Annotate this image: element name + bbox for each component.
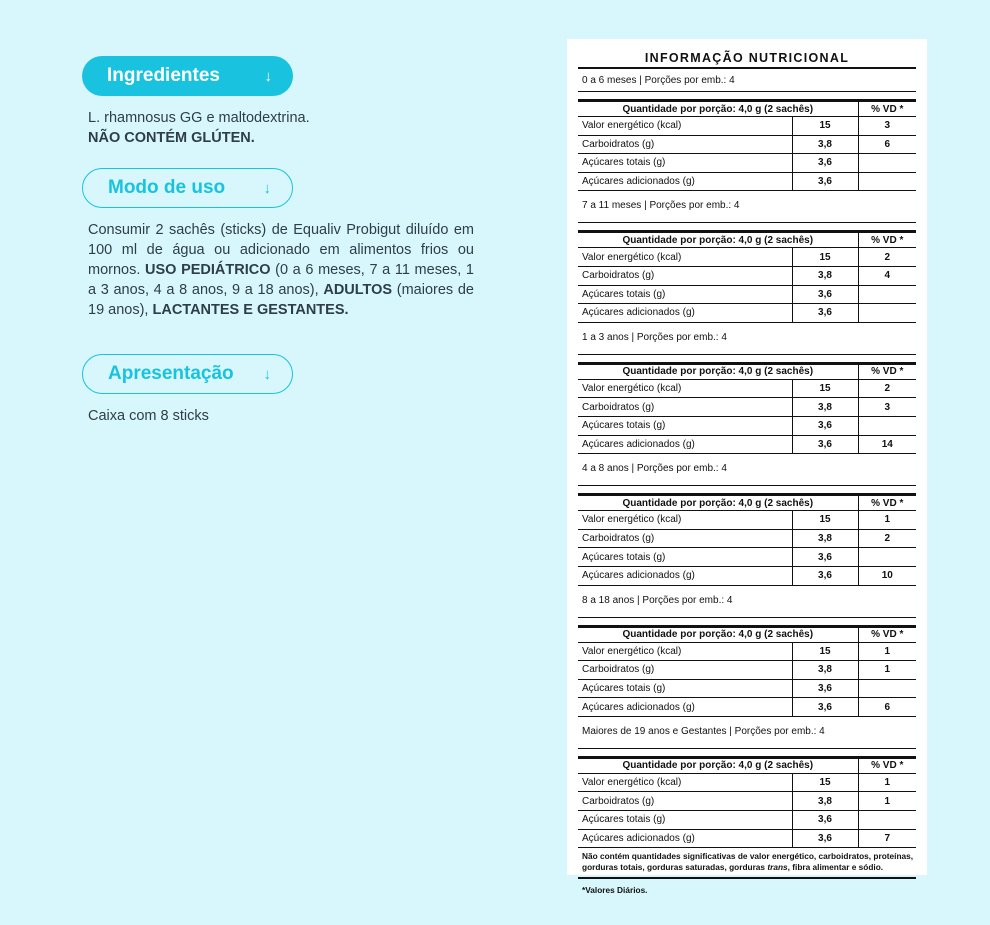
nutrient-value: 3,6 <box>792 811 858 830</box>
table-header-row <box>578 626 916 642</box>
group-heading: 1 a 3 anos | Porções por emb.: 4 <box>578 323 916 355</box>
table-row <box>578 266 916 285</box>
table-header-row <box>578 232 916 248</box>
table-row <box>578 566 916 585</box>
nutrient-value: 15 <box>792 511 858 530</box>
nutrient-value: 3,8 <box>792 266 858 285</box>
table-row <box>578 698 916 717</box>
nutrient-vd <box>858 548 916 567</box>
nutrient-value: 3,6 <box>792 172 858 191</box>
arrow-down-icon: ↓ <box>264 67 272 85</box>
nutrient-label: Açúcares totais (g) <box>578 154 792 173</box>
nutrient-value: 3,8 <box>792 661 858 680</box>
nutrient-vd: 1 <box>858 792 916 811</box>
nutrient-value: 15 <box>792 248 858 267</box>
table-header-row <box>578 363 916 379</box>
footnote-trans: trans <box>767 862 788 873</box>
nutrient-label: Carboidratos (g) <box>578 661 792 680</box>
nutrient-label: Carboidratos (g) <box>578 529 792 548</box>
portion-header: Quantidade por porção: 4,0 g (2 sachês) <box>578 101 858 117</box>
nutrient-value: 3,6 <box>792 698 858 717</box>
nutrition-table <box>578 230 916 322</box>
nutrient-vd <box>858 285 916 304</box>
usage-text-part: Consumir 2 sachês (sticks) de Equaliv Probigut diluído em 100 ml de água ou adicionado em alimentos frios ou mornos. <box>88 222 474 278</box>
ingredients-toggle-button[interactable] <box>82 56 293 96</box>
table-header-row <box>578 757 916 773</box>
nutrient-value: 3,6 <box>792 548 858 567</box>
footnote-text: Não contém quantidades significativas de valor energético, carboidratos, proteínas, gorduras totais, gorduras saturadas, gorduras <box>582 851 914 873</box>
nutrient-value: 15 <box>792 773 858 792</box>
table-row <box>578 642 916 661</box>
nutrient-label: Valor energético (kcal) <box>578 117 792 136</box>
nutrient-label: Açúcares adicionados (g) <box>578 172 792 191</box>
nutrient-label: Carboidratos (g) <box>578 792 792 811</box>
nutrient-vd: 6 <box>858 698 916 717</box>
presentation-toggle-button[interactable] <box>82 354 293 394</box>
nutrient-vd: 2 <box>858 379 916 398</box>
table-row <box>578 661 916 680</box>
portion-header: Quantidade por porção: 4,0 g (2 sachês) <box>578 626 858 642</box>
nutrient-label: Valor energético (kcal) <box>578 642 792 661</box>
nutrient-label: Valor energético (kcal) <box>578 773 792 792</box>
vd-header: % VD * <box>858 363 916 379</box>
presentation-text: Caixa com 8 sticks <box>88 408 209 424</box>
nutrient-label: Valor energético (kcal) <box>578 248 792 267</box>
vd-header: % VD * <box>858 757 916 773</box>
portion-header: Quantidade por porção: 4,0 g (2 sachês) <box>578 757 858 773</box>
table-row <box>578 811 916 830</box>
arrow-down-icon: ↓ <box>263 179 271 197</box>
nutrient-vd: 7 <box>858 829 916 848</box>
vd-header: % VD * <box>858 626 916 642</box>
nutrient-vd: 4 <box>858 266 916 285</box>
nutrition-table <box>578 756 916 848</box>
table-row <box>578 773 916 792</box>
nutrient-vd <box>858 154 916 173</box>
nutrition-table <box>578 625 916 717</box>
table-row <box>578 679 916 698</box>
nutrient-label: Açúcares adicionados (g) <box>578 829 792 848</box>
portion-header: Quantidade por porção: 4,0 g (2 sachês) <box>578 232 858 248</box>
table-row <box>578 529 916 548</box>
ingredients-text: L. rhamnosus GG e maltodextrina. <box>88 110 310 126</box>
nutrient-value: 3,6 <box>792 416 858 435</box>
nutrient-value: 3,8 <box>792 398 858 417</box>
nutrition-group <box>578 323 916 454</box>
nutrient-label: Açúcares totais (g) <box>578 679 792 698</box>
table-row <box>578 172 916 191</box>
nutrition-facts-label <box>567 39 927 896</box>
nutrient-label: Açúcares totais (g) <box>578 416 792 435</box>
portion-header: Quantidade por porção: 4,0 g (2 sachês) <box>578 495 858 511</box>
nutrient-label: Carboidratos (g) <box>578 135 792 154</box>
nutrient-vd <box>858 172 916 191</box>
presentation-label: Apresentação <box>108 363 234 384</box>
vd-header: % VD * <box>858 495 916 511</box>
table-row <box>578 248 916 267</box>
nutrient-value: 3,8 <box>792 792 858 811</box>
vd-header: % VD * <box>858 232 916 248</box>
nutrient-vd: 6 <box>858 135 916 154</box>
table-row <box>578 285 916 304</box>
nutrition-title: INFORMAÇÃO NUTRICIONAL <box>578 49 916 69</box>
daily-values-note: *Valores Diários. <box>582 885 648 896</box>
nutrient-label: Açúcares totais (g) <box>578 811 792 830</box>
group-heading: 0 a 6 meses | Porções por emb.: 4 <box>578 69 916 92</box>
nutrient-value: 3,6 <box>792 285 858 304</box>
footnote-text-end: , fibra alimentar e sódio. <box>787 862 884 873</box>
table-row <box>578 435 916 454</box>
nutrition-table <box>578 99 916 191</box>
nutrient-vd <box>858 416 916 435</box>
nutrient-vd: 1 <box>858 661 916 680</box>
product-info-column <box>82 56 474 426</box>
nutrient-vd <box>858 811 916 830</box>
nutrition-groups <box>578 69 916 848</box>
nutrient-label: Açúcares totais (g) <box>578 285 792 304</box>
nutrient-label: Açúcares adicionados (g) <box>578 304 792 323</box>
nutrient-vd: 2 <box>858 529 916 548</box>
gluten-warning: NÃO CONTÉM GLÚTEN. <box>88 130 255 146</box>
nutrition-group <box>578 191 916 322</box>
nutrient-vd: 1 <box>858 773 916 792</box>
nutrient-label: Carboidratos (g) <box>578 266 792 285</box>
nutrient-vd <box>858 304 916 323</box>
table-row <box>578 548 916 567</box>
nutrient-value: 3,6 <box>792 679 858 698</box>
nutrient-label: Açúcares totais (g) <box>578 548 792 567</box>
nutrient-vd: 14 <box>858 435 916 454</box>
nutrient-label: Valor energético (kcal) <box>578 511 792 530</box>
table-row <box>578 829 916 848</box>
table-row <box>578 792 916 811</box>
nutrient-vd: 10 <box>858 566 916 585</box>
ingredients-content <box>88 108 474 148</box>
table-row <box>578 154 916 173</box>
group-heading: 8 a 18 anos | Porções por emb.: 4 <box>578 586 916 618</box>
table-row <box>578 117 916 136</box>
nutrient-value: 3,6 <box>792 829 858 848</box>
usage-toggle-button[interactable] <box>82 168 293 208</box>
nutrient-vd: 1 <box>858 511 916 530</box>
nutrient-vd: 2 <box>858 248 916 267</box>
nutrient-value: 3,6 <box>792 435 858 454</box>
nutrient-vd: 1 <box>858 642 916 661</box>
usage-adults-bold: ADULTOS <box>323 282 393 298</box>
usage-label: Modo de uso <box>108 177 226 198</box>
group-heading: 4 a 8 anos | Porções por emb.: 4 <box>578 454 916 486</box>
nutrient-value: 15 <box>792 379 858 398</box>
nutrition-group <box>578 717 916 848</box>
nutrition-footnote <box>578 848 916 879</box>
table-header-row <box>578 101 916 117</box>
usage-lactating-bold: LACTANTES E GESTANTES. <box>152 302 349 318</box>
nutrient-value: 3,6 <box>792 566 858 585</box>
arrow-down-icon: ↓ <box>263 365 271 383</box>
nutrient-value: 3,6 <box>792 304 858 323</box>
vd-header: % VD * <box>858 101 916 117</box>
nutrient-vd: 3 <box>858 398 916 417</box>
table-row <box>578 416 916 435</box>
nutrition-table <box>578 362 916 454</box>
nutrient-value: 15 <box>792 117 858 136</box>
nutrient-value: 3,8 <box>792 135 858 154</box>
portion-header: Quantidade por porção: 4,0 g (2 sachês) <box>578 363 858 379</box>
nutrition-group <box>578 69 916 191</box>
usage-text <box>88 220 474 320</box>
nutrient-label: Açúcares adicionados (g) <box>578 566 792 585</box>
usage-text-part: (0 a 6 meses, 7 a 11 meses, 1 a 3 anos, 4 a 8 anos, 9 a 18 anos), <box>88 262 474 298</box>
nutrition-group <box>578 586 916 717</box>
nutrient-vd <box>858 679 916 698</box>
table-header-row <box>578 495 916 511</box>
table-row <box>578 135 916 154</box>
usage-pediatric-bold: USO PEDIÁTRICO <box>145 262 271 278</box>
group-heading: Maiores de 19 anos e Gestantes | Porções por emb.: 4 <box>578 717 916 749</box>
nutrition-table <box>578 493 916 585</box>
usage-text-part: (maiores de 19 anos), <box>88 282 474 318</box>
nutrient-value: 3,6 <box>792 154 858 173</box>
nutrient-label: Valor energético (kcal) <box>578 379 792 398</box>
table-row <box>578 511 916 530</box>
table-row <box>578 398 916 417</box>
nutrition-group <box>578 454 916 585</box>
table-row <box>578 304 916 323</box>
table-row <box>578 379 916 398</box>
nutrient-value: 3,8 <box>792 529 858 548</box>
group-heading: 7 a 11 meses | Porções por emb.: 4 <box>578 191 916 223</box>
nutrient-label: Carboidratos (g) <box>578 398 792 417</box>
nutrient-value: 15 <box>792 642 858 661</box>
ingredients-label: Ingredientes <box>107 65 220 86</box>
nutrient-label: Açúcares adicionados (g) <box>578 435 792 454</box>
nutrient-vd: 3 <box>858 117 916 136</box>
nutrient-label: Açúcares adicionados (g) <box>578 698 792 717</box>
